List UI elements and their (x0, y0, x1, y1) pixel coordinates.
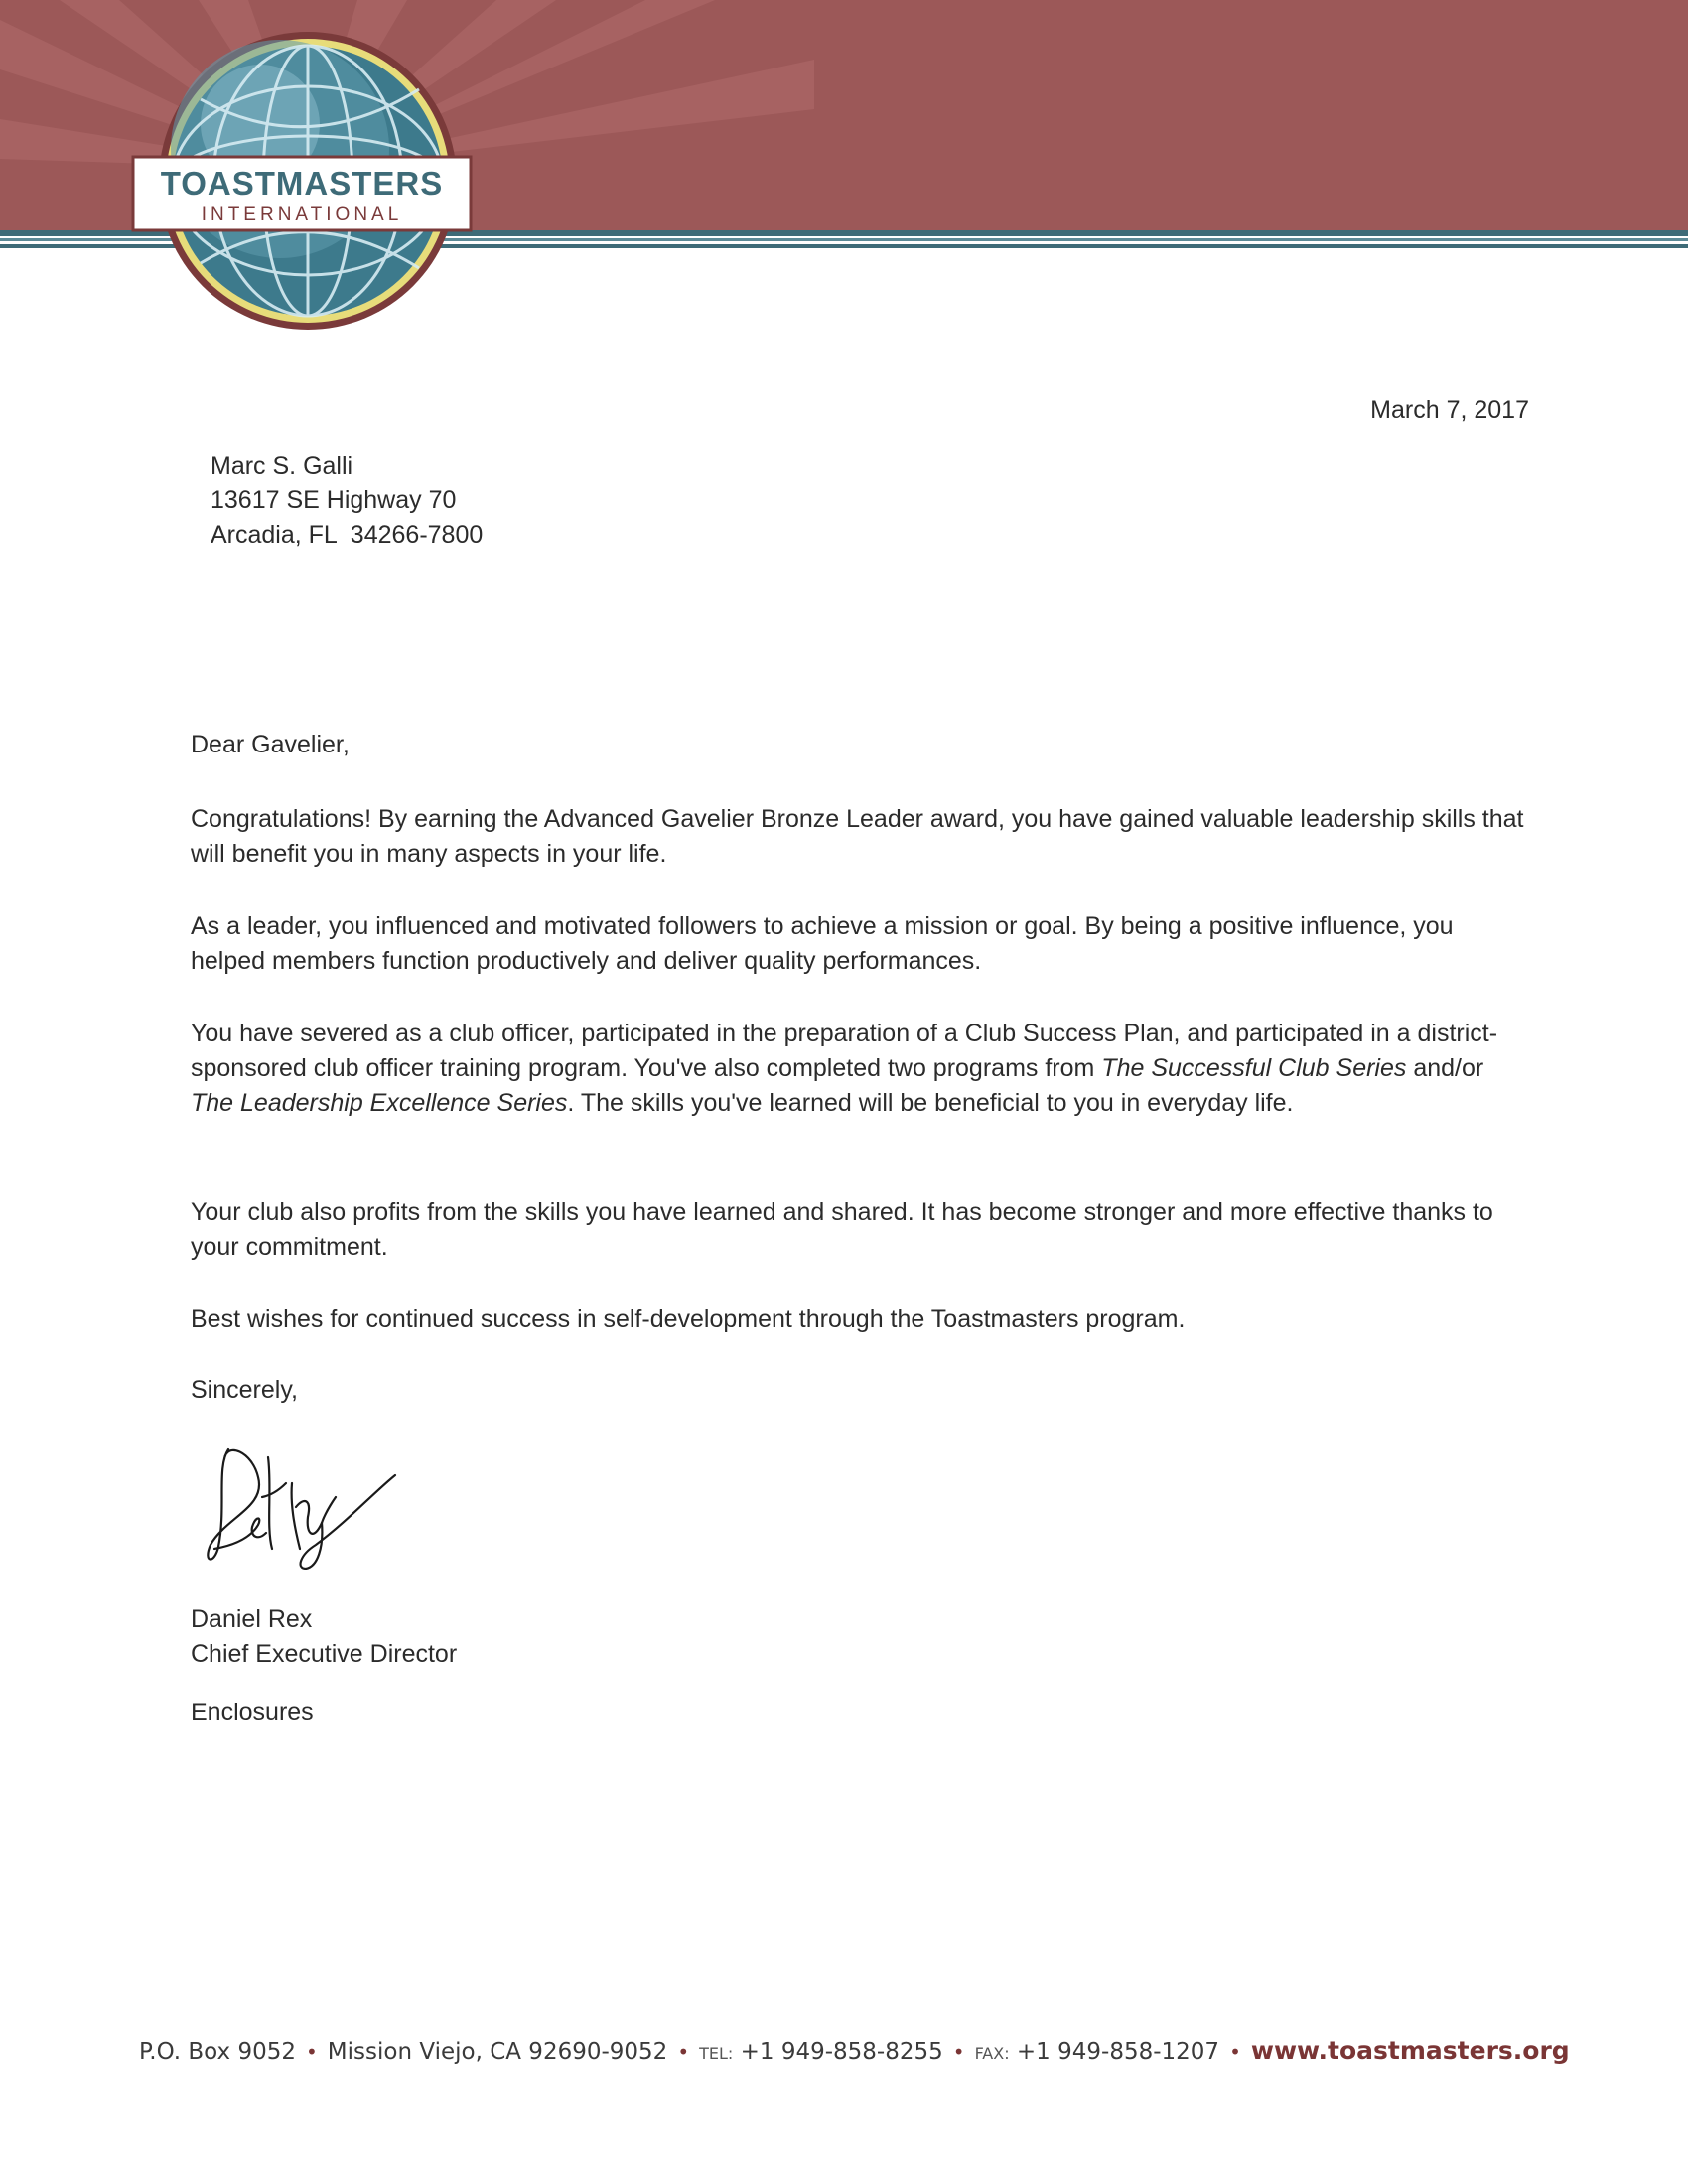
paragraph-leader: As a leader, you influenced and motivated followers to achieve a mission or goal. By being a positive influence, you helped members function productively and deliver quality performances. (191, 912, 1454, 975)
footer-contact (139, 2036, 1570, 2065)
logo-org-name: TOASTMASTERS (160, 165, 444, 202)
paragraph-achievements-part2: and/or (1406, 1054, 1484, 1082)
recipient-name: Marc S. Galli (211, 452, 353, 479)
logo-org-subtitle: INTERNATIONAL (201, 205, 403, 225)
signer-name: Daniel Rex (191, 1605, 313, 1633)
paragraph-best-wishes: Best wishes for continued success in self-development through the Toastmasters program. (191, 1305, 1186, 1333)
footer-fax-label: FAX: (974, 2044, 1010, 2063)
series-successful-club: The Successful Club Series (1101, 1054, 1407, 1082)
letter-date: March 7, 2017 (1370, 396, 1529, 424)
paragraph-achievements-part3: . The skills you've learned will be beneficial to you in everyday life. (567, 1089, 1294, 1117)
footer-website-link[interactable]: www.toastmasters.org (1250, 2036, 1570, 2065)
enclosures-note: Enclosures (191, 1699, 314, 1726)
footer-tel-label: TEL: (699, 2044, 734, 2063)
paragraph-achievements-part1: You have severed as a club officer, participated in the preparation of a Club Success Plan, and participated in a district-sponsored club officer training program. You've also completed two programs from (191, 1020, 1498, 1082)
signer-block (191, 1602, 457, 1672)
paragraph-congratulations: Congratulations! By earning the Advanced Gavelier Bronze Leader award, you have gained valuable leadership skills that will benefit you in many aspects in your life. (191, 805, 1524, 868)
footer-fax: +1 949-858-1207 (1016, 2039, 1220, 2065)
signature (197, 1437, 435, 1571)
footer-separator: • (677, 2040, 690, 2064)
footer-city: Mission Viejo, CA 92690-9052 (327, 2039, 668, 2065)
series-leadership-excellence: The Leadership Excellence Series (191, 1089, 568, 1117)
signer-title: Chief Executive Director (191, 1640, 458, 1668)
footer-separator: • (952, 2040, 965, 2064)
salutation: Dear Gavelier, (191, 731, 350, 758)
paragraph-club-profits: Your club also profits from the skills you have learned and shared. It has become stronger and more effective thanks to your commitment. (191, 1198, 1493, 1261)
closing: Sincerely, (191, 1376, 298, 1404)
footer-tel: +1 949-858-8255 (740, 2039, 943, 2065)
recipient-street: 13617 SE Highway 70 (211, 486, 457, 514)
paragraph-achievements (191, 1017, 1531, 1121)
footer-separator: • (306, 2040, 318, 2064)
toastmasters-logo (131, 30, 479, 338)
footer-separator: • (1229, 2040, 1241, 2064)
recipient-city: Arcadia, FL 34266-7800 (211, 521, 484, 549)
recipient-address (211, 449, 483, 553)
footer-po-box: P.O. Box 9052 (139, 2039, 296, 2065)
